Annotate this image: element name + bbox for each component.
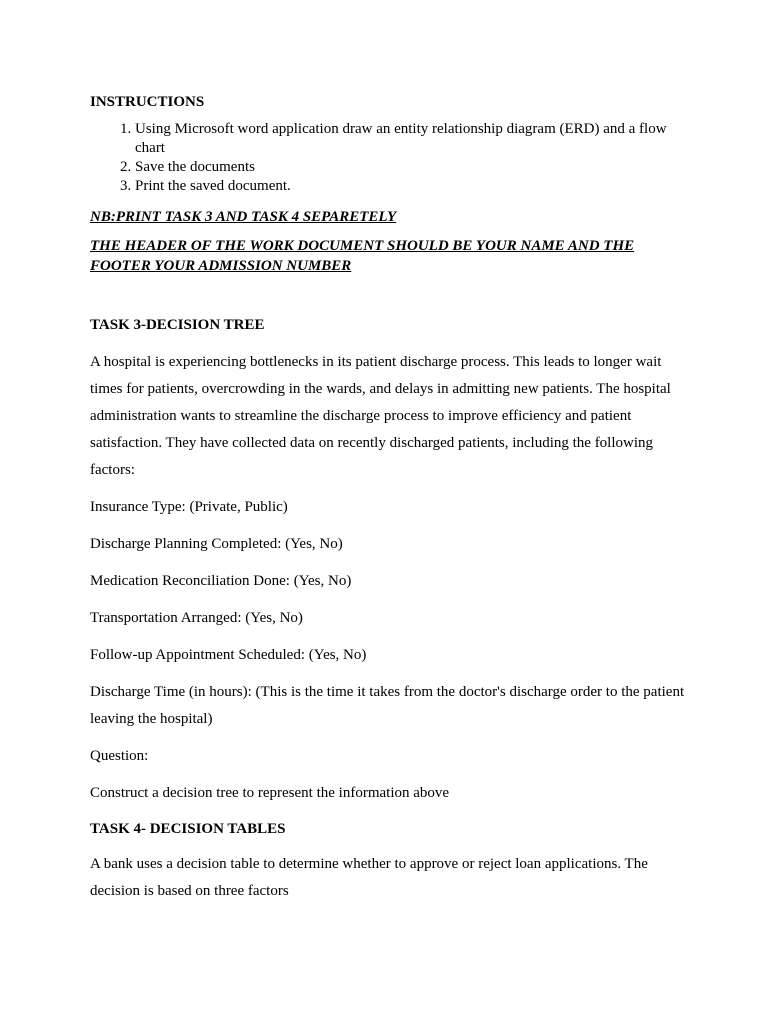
factor-transportation: Transportation Arranged: (Yes, No) — [90, 610, 303, 626]
instructions-list — [90, 120, 690, 196]
task3-intro-paragraph: A hospital is experiencing bottlenecks in its patient discharge process. This leads to longer wait times for patients, overcrowding in the wards, and delays in admitting new patients. The hospital administration wants to streamline the discharge process to improve efficiency and patient satisfaction. They have collected data on recently discharged patients, including the following factors: — [90, 354, 671, 478]
document-body — [90, 92, 690, 905]
question-label: Question: — [90, 748, 149, 764]
instruction-item: 1. Using Microsoft word application draw an entity relationship diagram (ERD) and a flow chart — [135, 120, 690, 158]
task4-heading: TASK 4- DECISION TABLES — [90, 821, 286, 837]
nb-header-note: THE HEADER OF THE WORK DOCUMENT SHOULD BE YOUR NAME AND THE FOOTER YOUR ADMISSION NUMBER — [90, 238, 635, 274]
task3-heading: TASK 3-DECISION TREE — [90, 317, 265, 333]
instructions-heading: INSTRUCTIONS — [90, 94, 205, 110]
factor-insurance-type: Insurance Type: (Private, Public) — [90, 499, 288, 515]
instruction-item: 3. Print the saved document. — [135, 177, 690, 196]
question-text: Construct a decision tree to represent the information above — [90, 785, 450, 801]
factor-medication-reconciliation: Medication Reconciliation Done: (Yes, No) — [90, 573, 352, 589]
nb-print-note: NB:PRINT TASK 3 AND TASK 4 SEPARETELY — [90, 209, 397, 225]
task4-intro-paragraph: A bank uses a decision table to determine whether to approve or reject loan applications. The decision is based on three factors — [90, 856, 648, 899]
factor-discharge-time: Discharge Time (in hours): (This is the time it takes from the doctor's discharge order to the patient leaving the hospital) — [90, 684, 685, 727]
instruction-item: 2. Save the documents — [135, 158, 690, 177]
factor-discharge-planning: Discharge Planning Completed: (Yes, No) — [90, 536, 343, 552]
factor-follow-up: Follow-up Appointment Scheduled: (Yes, No) — [90, 647, 367, 663]
